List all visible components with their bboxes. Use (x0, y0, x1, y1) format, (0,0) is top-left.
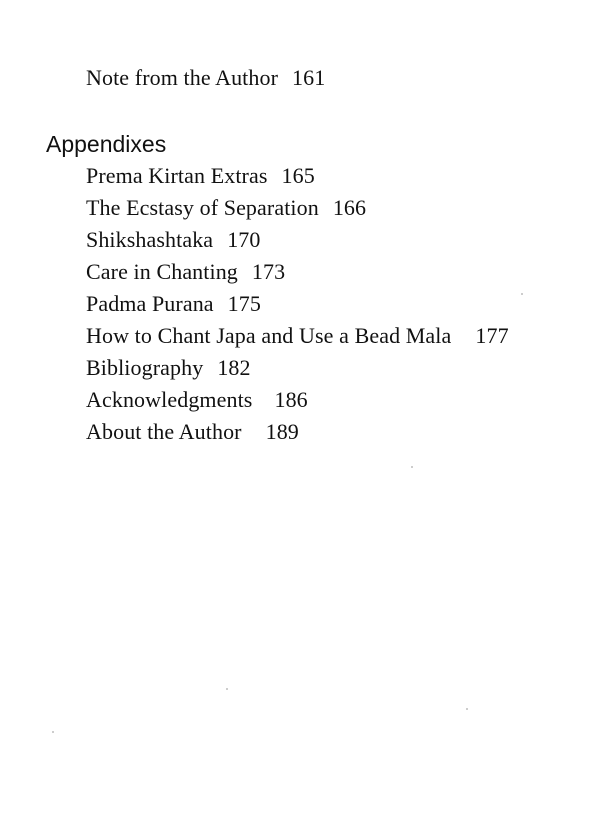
toc-entry-page: 161 (292, 65, 326, 90)
toc-entry-title: Acknowledgments (86, 387, 253, 412)
toc-entry[interactable] (86, 258, 285, 286)
toc-entry[interactable] (86, 418, 299, 446)
toc-entry-page: 165 (281, 163, 315, 188)
toc-entry-page: 170 (227, 227, 261, 252)
toc-entry-page: 173 (251, 259, 286, 284)
scan-speck (226, 688, 228, 690)
toc-entry-page: 177 (475, 323, 509, 348)
toc-entry-title: Padma Purana (86, 291, 214, 316)
toc-entry-page: 175 (227, 291, 261, 316)
toc-entry-page: 186 (274, 387, 308, 412)
toc-entry[interactable] (86, 162, 315, 190)
section-heading-appendixes: Appendixes (46, 131, 167, 157)
toc-entry[interactable] (86, 322, 509, 350)
toc-entry-title: The Ecstasy of Separation (86, 195, 319, 220)
toc-entry-note-from-author[interactable] (86, 64, 325, 92)
toc-entry-page: 182 (217, 355, 251, 380)
toc-entry-page: 189 (265, 419, 299, 444)
toc-entry-page: 166 (332, 195, 367, 220)
toc-entry[interactable] (86, 290, 261, 318)
toc-entry-title: Prema Kirtan Extras (86, 163, 268, 188)
toc-entry-title: Care in Chanting (86, 259, 238, 284)
scan-speck (411, 466, 413, 468)
toc-entry-title: How to Chant Japa and Use a Bead Mala (86, 323, 452, 348)
toc-entry[interactable] (86, 354, 251, 382)
toc-entry[interactable] (86, 386, 308, 414)
toc-entry[interactable] (86, 194, 366, 222)
toc-entry-title: Note from the Author (86, 65, 279, 90)
toc-entry-title: Bibliography (86, 355, 204, 380)
toc-entry-title: Shikshashtaka (86, 227, 214, 252)
scan-speck (466, 708, 468, 710)
scan-speck (521, 293, 523, 295)
toc-entry-title: About the Author (86, 419, 242, 444)
toc-entry[interactable] (86, 226, 261, 254)
scan-speck (52, 731, 54, 733)
